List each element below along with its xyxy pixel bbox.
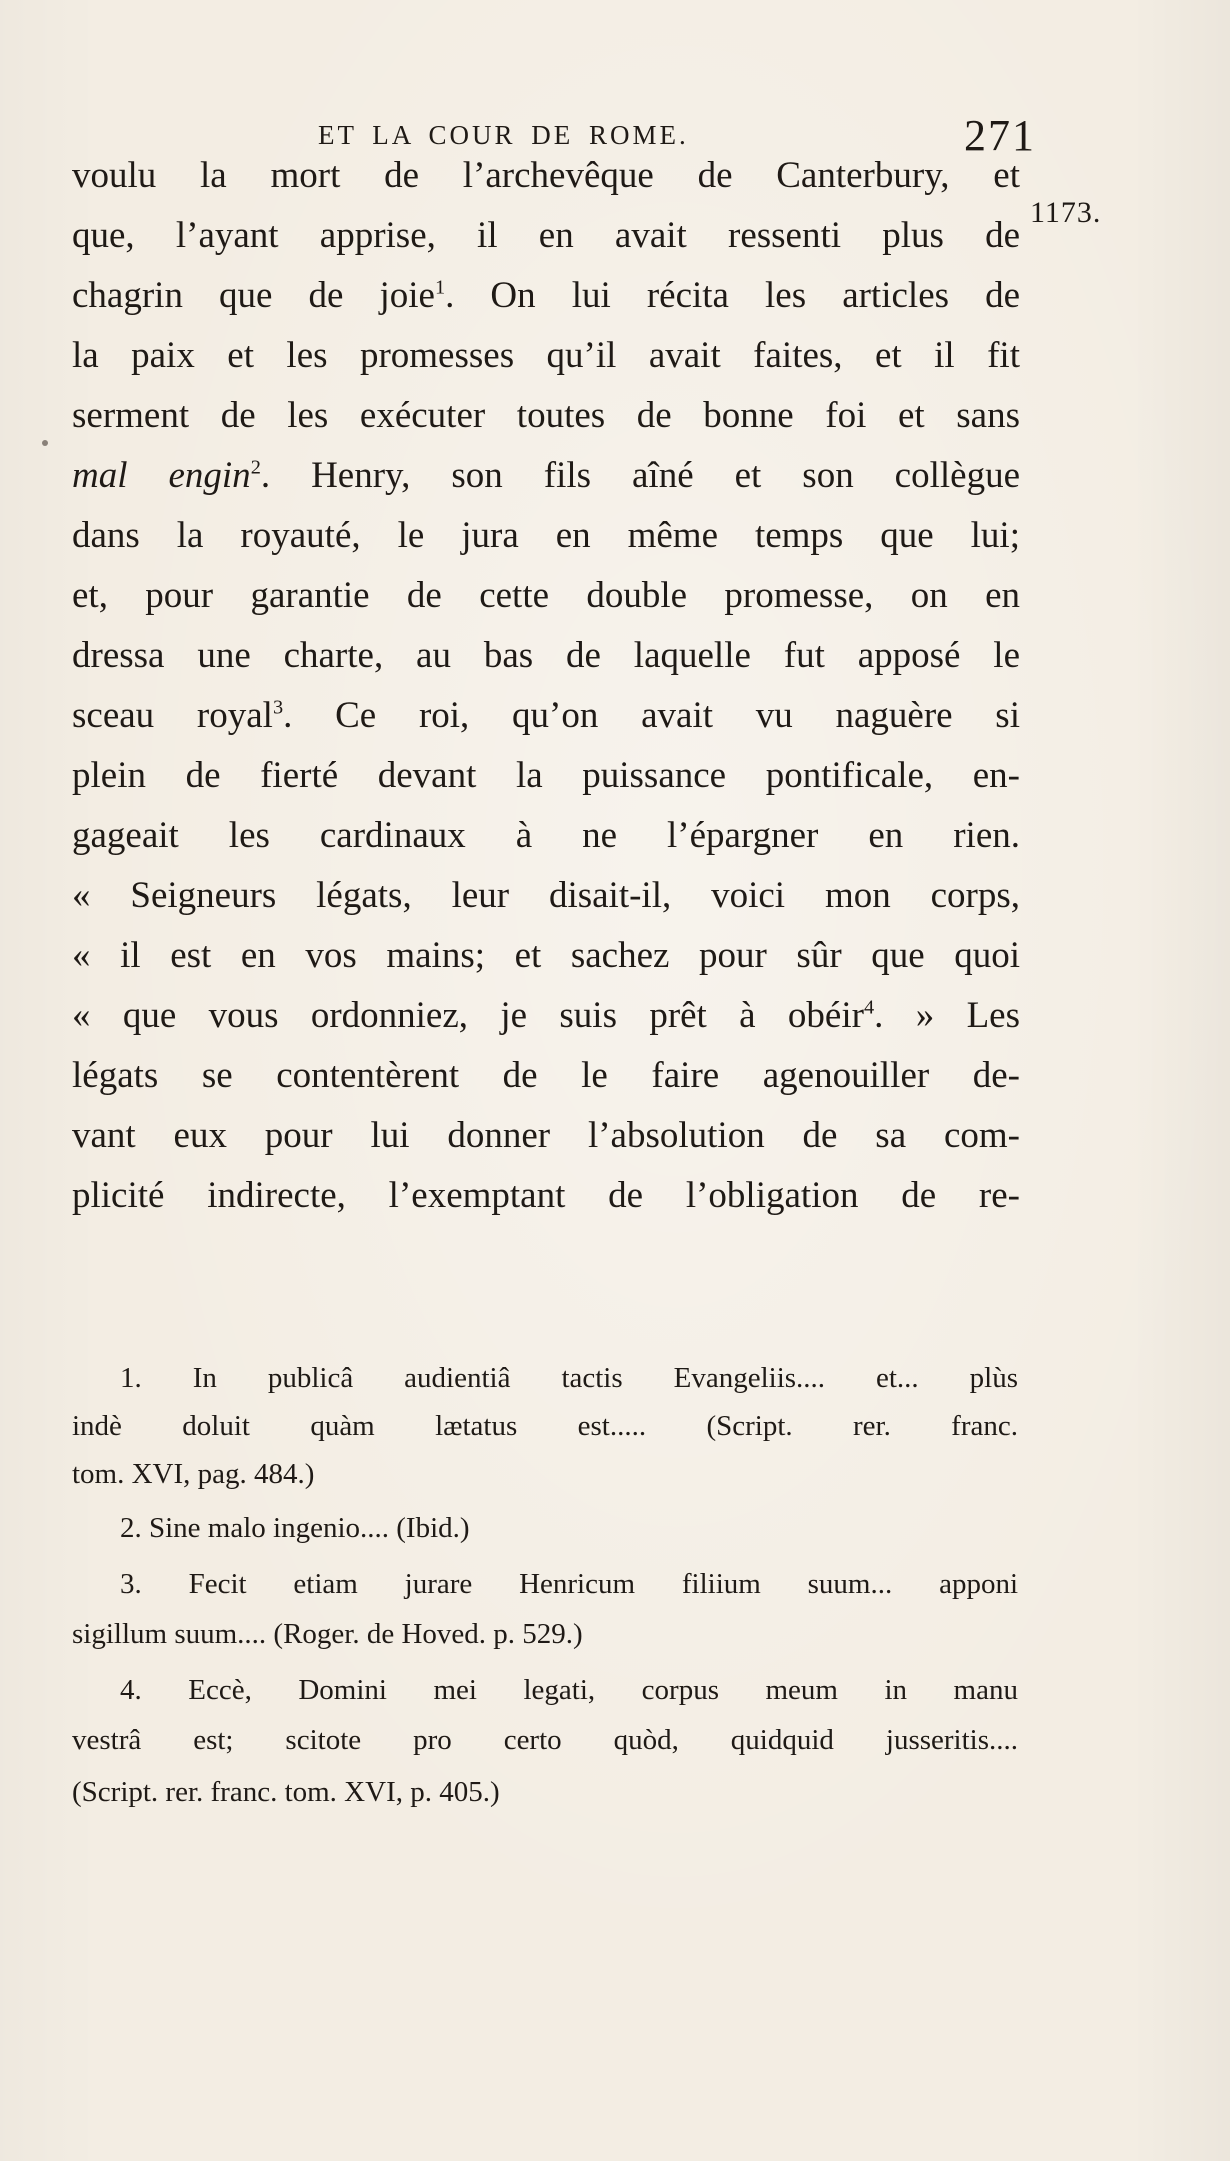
body-line-10: sceau royal$^3$. Ce roi, qu’on avait vu naguère si [72, 695, 1020, 736]
footnote-3-line-2: sigillum suum.... (Roger. de Hoved. p. 529.) [72, 1618, 583, 1650]
body-line-7: dans la royauté, le jura en même temps que lui; [72, 515, 1020, 556]
body-line-3: chagrin que de joie$^1$. On lui récita les articles de [72, 275, 1020, 316]
footnote-1-line-1: 1. In publicâ audientiâ tactis Evangeliis.... et... plùs [120, 1362, 1018, 1394]
body-line-16: légats se contentèrent de le faire agenouiller de- [72, 1055, 1020, 1096]
note-ref-3: 3 [272, 696, 284, 719]
note-ref-4: 4 [863, 996, 875, 1019]
body-line-18: plicité indirecte, l’exemptant de l’obligation de re- [72, 1175, 1020, 1216]
body-line-15: « que vous ordonniez, je suis prêt à obéir$^4$. » Les [72, 995, 1020, 1036]
body-line-4: la paix et les promesses qu’il avait faites, et il fit [72, 335, 1020, 376]
footnote-4-line-1: 4. Eccè, Domini mei legati, corpus meum in manu [120, 1674, 1018, 1706]
body-line-13: « Seigneurs légats, leur disait-il, voici mon corps, [72, 875, 1020, 916]
note-ref-1: 1 [434, 276, 446, 299]
body-line-9: dressa une charte, au bas de laquelle fut apposé le [72, 635, 1020, 676]
footnote-1-line-2: indè doluit quàm lætatus est..... (Script. rer. franc. [72, 1410, 1018, 1442]
margin-year: 1173. [1030, 196, 1102, 229]
footnote-3-line-1: 3. Fecit etiam jurare Henricum filiium suum... apponi [120, 1568, 1018, 1600]
footnote-2: 2. Sine malo ingenio.... (Ibid.) [120, 1512, 470, 1544]
margin-speck [42, 440, 48, 446]
footnote-4-line-3: (Script. rer. franc. tom. XVI, p. 405.) [72, 1776, 500, 1808]
body-line-17: vant eux pour lui donner l’absolution de sa com- [72, 1115, 1020, 1156]
note-ref-2: 2 [250, 456, 261, 479]
body-line-6: mal engin$^2$. Henry, son fils aîné et son collègue [72, 455, 1021, 496]
body-line-5: serment de les exécuter toutes de bonne foi et sans [72, 395, 1020, 436]
body-line-14: « il est en vos mains; et sachez pour sûr que quoi [72, 935, 1020, 976]
running-title: ET LA COUR DE ROME. [318, 120, 689, 150]
body-line-1: voulu la mort de l’archevêque de Canterbury, et [72, 155, 1020, 196]
body-line-11: plein de fierté devant la puissance pontificale, en- [72, 755, 1020, 796]
body-line-12: gageait les cardinaux à ne l’épargner en rien. [72, 815, 1020, 856]
page-number: 271 [964, 111, 1036, 160]
body-line-2: que, l’ayant apprise, il en avait ressenti plus de [72, 215, 1020, 256]
footnote-1-line-3: tom. XVI, pag. 484.) [72, 1458, 315, 1490]
body-line-8: et, pour garantie de cette double promesse, on en [72, 575, 1020, 616]
footnote-4-line-2: vestrâ est; scitote pro certo quòd, quidquid jusseritis.... [72, 1724, 1018, 1756]
